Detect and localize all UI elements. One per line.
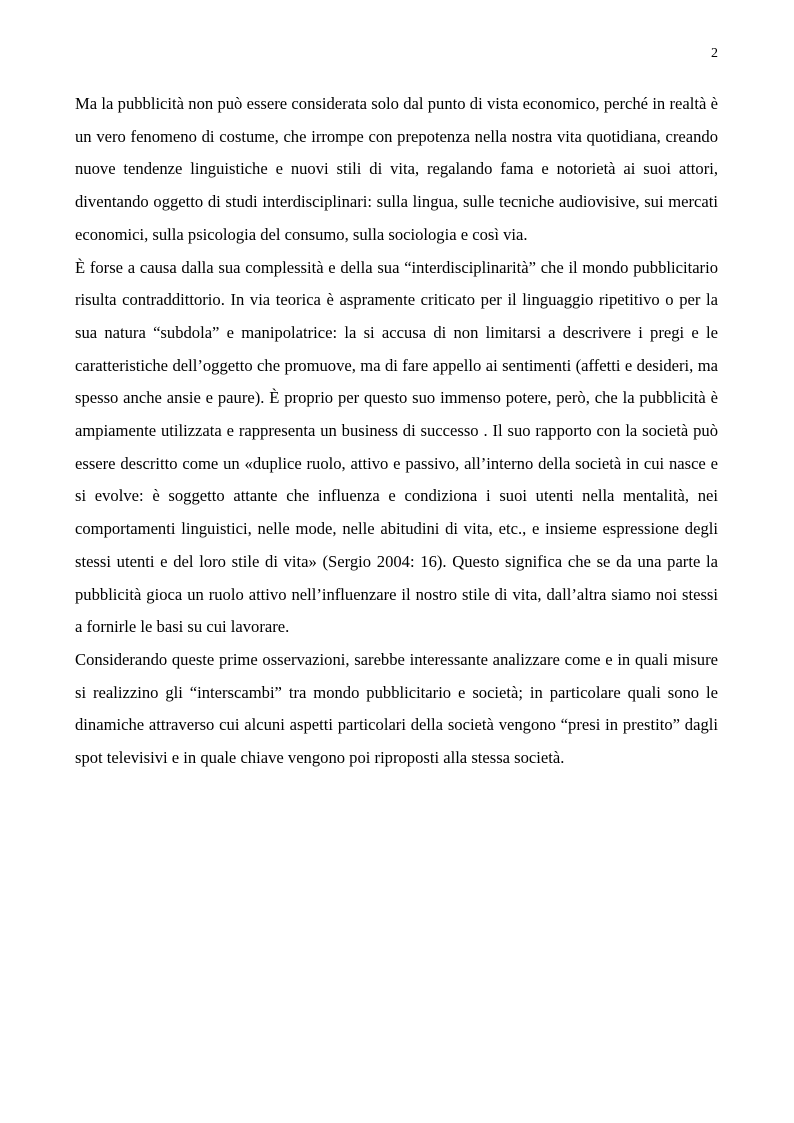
paragraph-1: Ma la pubblicità non può essere considerata solo dal punto di vista economico, perché in realtà è un vero fenomeno di costume, che irrompe con prepotenza nella nostra vita quotidiana, creando nuove tendenze linguistiche e nuovi stili di vita, regalando fama e notorietà ai suoi attori, diventando oggetto di studi interdisciplinari: sulla lingua, sulle tecniche audiovisive, sui mercati economici, sulla psicologia del consumo, sulla sociologia e così via. bbox=[75, 94, 718, 244]
body-text bbox=[75, 88, 718, 775]
page-number: 2 bbox=[711, 46, 718, 61]
paragraph-3: Considerando queste prime osservazioni, sarebbe interessante analizzare come e in quali misure si realizzino gli “interscambi” tra mondo pubblicitario e società; in particolare quali sono le dinamiche attraverso cui alcuni aspetti particolari della società vengono “presi in prestito” dagli spot televisivi e in quale chiave vengono poi riproposti alla stessa società. bbox=[75, 649, 718, 768]
paragraph-2: È forse a causa dalla sua complessità e della sua “interdisciplinarità” che il mondo pubblicitario risulta contraddittorio. In via teorica è aspramente criticato per il linguaggio ripetitivo o per la sua natura “subdola” e manipolatrice: la si accusa di non limitarsi a descrivere i pregi e le caratteristiche dell’oggetto che promuove, ma di fare appello ai sentimenti (affetti e desideri, ma spesso anche ansie e paure). È proprio per questo suo immenso potere, però, che la pubblicità è ampiamente utilizzata e rappresenta un business di successo . Il suo rapporto con la società può essere descritto come un «duplice ruolo, attivo e passivo, all’interno della società in cui nasce e si evolve: è soggetto attante che influenza e condiziona i suoi utenti nella mentalità, nei comportamenti linguistici, nelle mode, nelle abitudini di vita, etc., e insieme espressione degli stessi utenti e del loro stile di vita» (Sergio 2004: 16). Questo significa che se da una parte la pubblicità gioca un ruolo attivo nell’influenzare il nostro stile di vita, dall’altra siamo noi stessi a fornirle le basi su cui lavorare. bbox=[75, 257, 718, 637]
